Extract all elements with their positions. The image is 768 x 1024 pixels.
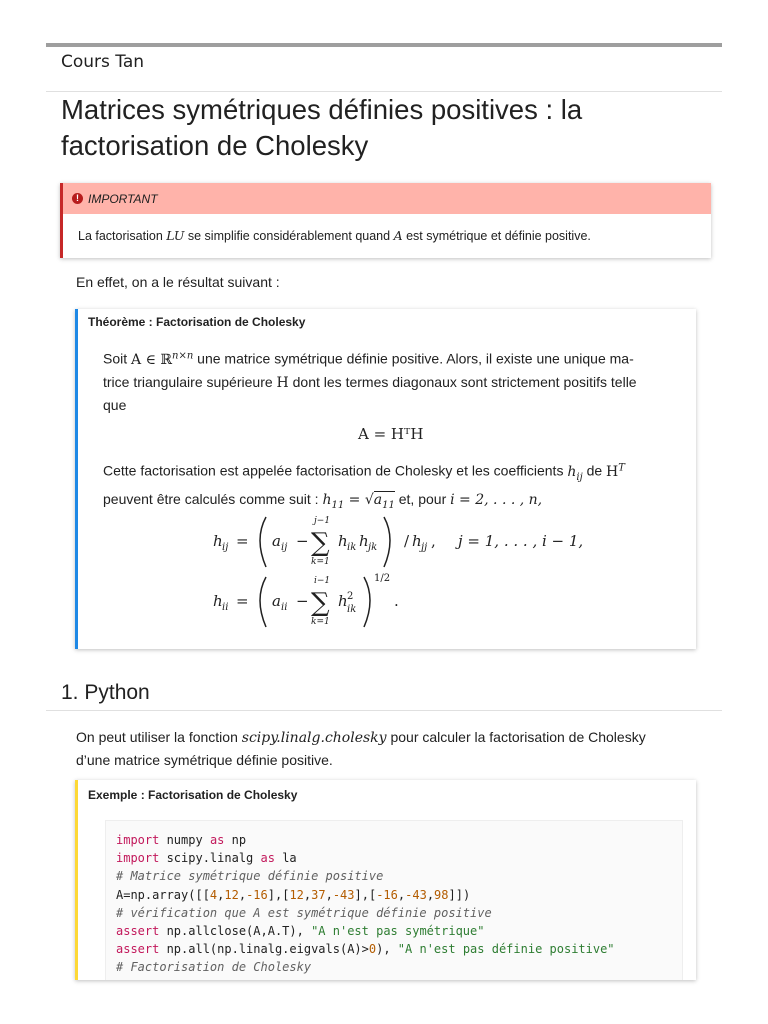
admonition-text: La factorisation [78, 229, 167, 243]
python-intro-text [76, 726, 696, 771]
math-ht: $H^T$ [606, 462, 625, 480]
exclamation-icon: ! [72, 193, 83, 204]
cholesky-formulas [208, 509, 648, 639]
math-h: H [276, 374, 289, 391]
admonition-body [63, 214, 711, 243]
svg-text:,: , [431, 532, 436, 550]
math-a-in-r: A ∈ ℝ$^{n\times n}$ [131, 350, 194, 368]
svg-text:h: h [412, 532, 422, 550]
text: On peut utiliser la fonction [76, 729, 242, 745]
intro-text: En effet, on a le résultat suivant : [76, 274, 280, 290]
text: de [582, 462, 607, 479]
math-h11: $h_{11} = √a_{11}$ [322, 492, 395, 512]
text: et, pour [394, 491, 451, 508]
svg-text:ii: ii [222, 602, 229, 613]
admonition-label: IMPORTANT [88, 191, 158, 206]
equation-a-hth: A = HᵀH [358, 425, 424, 443]
text: pour calculer la factorisation de Cholesky [386, 729, 646, 745]
code-block[interactable] [105, 820, 683, 980]
svg-text:ii: ii [281, 602, 288, 613]
text: trice triangulaire supérieure [103, 373, 277, 390]
example-heading: Exemple : Factorisation de Cholesky [88, 788, 298, 802]
svg-text:a: a [272, 532, 281, 550]
svg-text:jk: jk [368, 542, 378, 553]
svg-text:h: h [213, 532, 223, 550]
svg-text:∑: ∑ [311, 588, 330, 618]
section-divider [46, 710, 722, 711]
function-name: scipy.linalg.cholesky [241, 730, 387, 746]
svg-text:/: / [404, 532, 410, 550]
svg-text:h: h [338, 592, 348, 610]
text: Soit [103, 350, 132, 367]
theorem-heading: Théorème : Factorisation de Cholesky [88, 315, 306, 329]
text: d’une matrice symétrique définie positive. [76, 752, 333, 768]
text: dont les termes diagonaux sont strictement positifs telle [288, 373, 637, 390]
svg-text:jj: jj [421, 542, 428, 553]
top-rule [46, 43, 722, 47]
svg-text:h: h [213, 592, 223, 610]
svg-text:−: − [296, 592, 309, 610]
text: une matrice symétrique définie positive. Alors, il existe une unique ma- [193, 350, 634, 367]
admonition-text: est symétrique et définie positive. [402, 229, 591, 243]
svg-text:j−1: j−1 [314, 516, 331, 526]
text: que [103, 396, 127, 413]
math-a: A [393, 228, 403, 243]
math-hij: $h_{ij}$ [567, 463, 583, 483]
svg-text:i−1: i−1 [314, 576, 331, 586]
math-i-range: i = 2, . . . , n, [450, 492, 543, 509]
svg-text:.: . [394, 592, 399, 610]
svg-text:ik: ik [347, 604, 357, 615]
svg-text:ij: ij [222, 542, 229, 553]
svg-text:−: − [296, 532, 309, 550]
important-admonition [60, 183, 711, 258]
svg-text:h: h [338, 532, 348, 550]
svg-text:ij: ij [281, 542, 288, 553]
site-name[interactable]: Cours Tan [61, 52, 145, 72]
theorem-box [75, 309, 696, 649]
section-title-python: 1. Python [61, 681, 150, 704]
math-lu: LU [166, 228, 185, 243]
svg-text:k=1: k=1 [311, 557, 330, 567]
theorem-statement [103, 345, 673, 416]
svg-text:=: = [236, 592, 249, 610]
text: Cette factorisation est appelée factorisation de Cholesky et les coefficients [103, 462, 568, 479]
admonition-header [63, 183, 711, 214]
formula-j-range: j = 1, . . . , i − 1, [458, 532, 584, 550]
page-title: Matrices symétriques définies positives : la factorisation de Cholesky [61, 94, 583, 161]
svg-text:h: h [359, 532, 369, 550]
svg-text:=: = [236, 532, 249, 550]
code-listing: import numpy as np import scipy.linalg as la # Matrice symétrique définie positive A=np.array([[4,12,-16],[12,37,-43],[-16,-43,98]]) # vérification que A est symétrique définie positive assert np.allclose(A,A.T), "A n'est pas symétrique" assert np.all(np.linalg.eigvals(A)>0), "A n'est pas définie positive" # Factorisation de Cholesky [116, 833, 615, 975]
svg-text:k=1: k=1 [311, 617, 330, 627]
svg-text:a: a [272, 592, 281, 610]
svg-text:1/2: 1/2 [374, 573, 391, 584]
example-box [75, 780, 696, 980]
svg-text:ik: ik [347, 542, 357, 553]
text: peuvent être calculés comme suit : [103, 491, 323, 508]
admonition-text: se simplifie considérablement quand [184, 229, 394, 243]
svg-text:2: 2 [347, 591, 354, 602]
svg-text:∑: ∑ [311, 528, 330, 558]
